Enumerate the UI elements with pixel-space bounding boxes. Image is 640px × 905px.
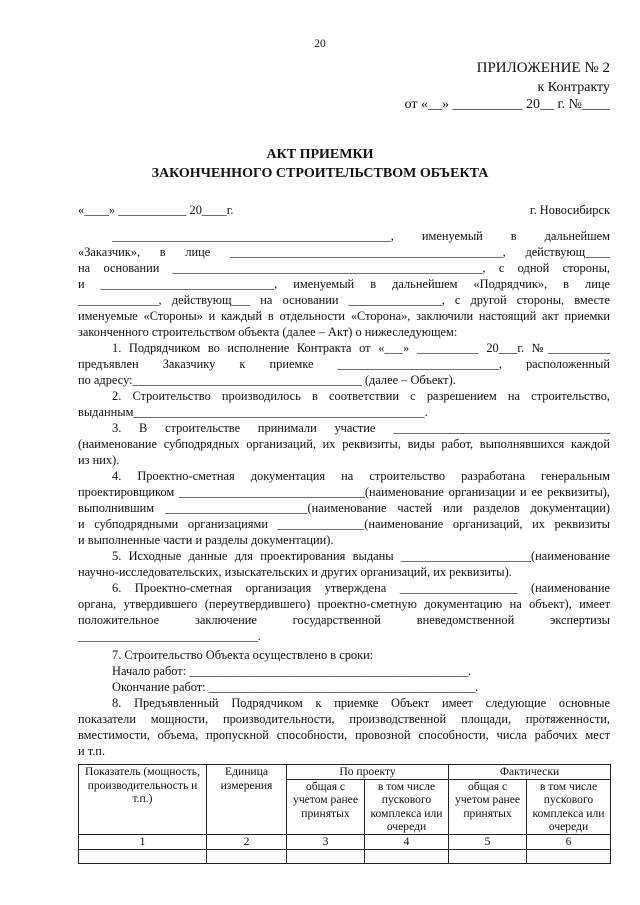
act-date: «____» ___________ 20____г. <box>78 203 234 217</box>
clause-4: 4. Проектно-сметная документация на строительство разработана генеральным <box>112 469 610 483</box>
table-cell[interactable] <box>79 849 207 863</box>
text-line: научно-исследовательских, изыскательских и других организаций, их реквизиты). <box>78 565 512 579</box>
table-cell[interactable] <box>207 849 287 863</box>
text-line: _____________________________. <box>78 629 261 643</box>
clause-3: 3. В строительстве принимали участие ___________________________________ <box>112 421 610 435</box>
text-line: (наименование субподрядных организаций, их реквизиты, виды работ, выполнявшихся каждой <box>78 437 610 451</box>
text-line: предъявлен Заказчику к приемке __________________________, расположенный <box>78 357 610 371</box>
text-line: «Заказчик», в лице ____________________________________________, действующ____ <box>78 245 610 259</box>
text-line: выданным_______________________________________________. <box>78 405 428 419</box>
clause-2: 2. Строительство производилось в соответствии с разрешением на строительство, <box>112 389 610 403</box>
clause-5: 5. Исходные данные для проектирования выданы _____________________(наименование <box>112 549 610 563</box>
start-date-line: Начало работ: _____________________________________________. <box>112 664 472 678</box>
column-number: 4 <box>365 834 449 849</box>
document-subtitle: ЗАКОНЧЕННОГО СТРОИТЕЛЬСТВОМ ОБЪЕКТА <box>151 166 489 181</box>
text-line: показатели мощности, производительности, производственной площади, протяженности, <box>78 712 610 726</box>
appendix-title: ПРИЛОЖЕНИЕ № 2 <box>476 60 610 76</box>
text-line: выполнившим _______________________(наименование частей или разделов документации) <box>78 501 610 515</box>
text-line: и ____________________________, именуемый в дальнейшем «Подрядчик», в лице <box>78 277 610 291</box>
table-number-row <box>79 834 611 849</box>
clause-6: 6. Проектно-сметная организация утверждена ___________________ (наименование <box>112 581 610 595</box>
end-date-line: Окончание работ: ___________________________________________. <box>112 680 479 694</box>
page-number: 20 <box>314 38 326 50</box>
text-line: законченного строительством объекта (далее – Акт) о нижеследующем: <box>78 325 458 339</box>
text-line: _____________, действующ___ на основании _______________, с другой стороны, вместе <box>78 293 610 307</box>
clause-7: 7. Строительство Объекта осуществлено в сроки: <box>112 648 374 662</box>
text-line: из них). <box>78 453 120 467</box>
table-header-row <box>79 765 611 780</box>
header-indicator: Показатель (мощность, производительность и т.п.) <box>79 765 207 835</box>
subheader-project-total: общая с учетом ранее принятых <box>287 779 365 834</box>
column-number: 6 <box>527 834 611 849</box>
table-cell[interactable] <box>449 849 527 863</box>
text-line: на основании __________________________________________________, с одной стороны, <box>78 261 610 275</box>
text-line: по адресу:_____________________________________ (далее – Объект). <box>78 373 456 387</box>
indicators-table <box>78 764 611 864</box>
table-cell[interactable] <box>365 849 449 863</box>
subheader-project-complex: в том числе пускового комплекса или очереди <box>365 779 449 834</box>
table-row <box>79 849 611 863</box>
subheader-actual-total: общая с учетом ранее принятых <box>449 779 527 834</box>
column-number: 5 <box>449 834 527 849</box>
clause-1: 1. Подрядчиком во исполнение Контракта от «___» __________ 20___г. №__________ <box>112 341 610 355</box>
text-line: и т.п. <box>78 744 106 758</box>
text-line: проектировщиком ______________________________(наименование организации и ее реквизиты), <box>78 485 610 499</box>
column-number: 1 <box>79 834 207 849</box>
text-line: и субподрядными организациями ______________(наименование организаций, их реквизиты <box>78 517 610 531</box>
table-cell[interactable] <box>287 849 365 863</box>
text-line: вместимости, объема, пропускной способности, провозной способности, числа рабочих мест <box>78 728 610 742</box>
appendix-date-line: от «__» __________ 20__ г. №____ <box>404 97 610 112</box>
table-cell[interactable] <box>527 849 611 863</box>
text-line: органа, утвердившего (переутвердившего) проектно-сметную документацию на объект), имеет <box>78 597 610 611</box>
clause-8: 8. Предъявленный Подрядчиком к приемке Объект имеет следующие основные <box>112 696 610 710</box>
document-title: АКТ ПРИЕМКИ <box>266 147 374 162</box>
header-actual: Фактически <box>449 765 611 780</box>
text-line: _____________________________________________, именуемый в дальнейшем <box>112 229 610 243</box>
appendix-subtitle: к Контракту <box>537 80 610 95</box>
column-number: 2 <box>207 834 287 849</box>
header-by-project: По проекту <box>287 765 449 780</box>
act-city: г. Новосибирск <box>529 203 610 217</box>
header-unit: Единица измерения <box>207 765 287 835</box>
column-number: 3 <box>287 834 365 849</box>
text-line: и выполненные части и разделы документации). <box>78 533 334 547</box>
text-line: именуемые «Стороны» и каждый в отдельности «Сторона», заключили настоящий акт приемки <box>78 309 610 323</box>
text-line: положительное заключение государственной вневедомственной экспертизы <box>78 613 610 627</box>
subheader-actual-complex: в том числе пускового комплекса или очереди <box>527 779 611 834</box>
